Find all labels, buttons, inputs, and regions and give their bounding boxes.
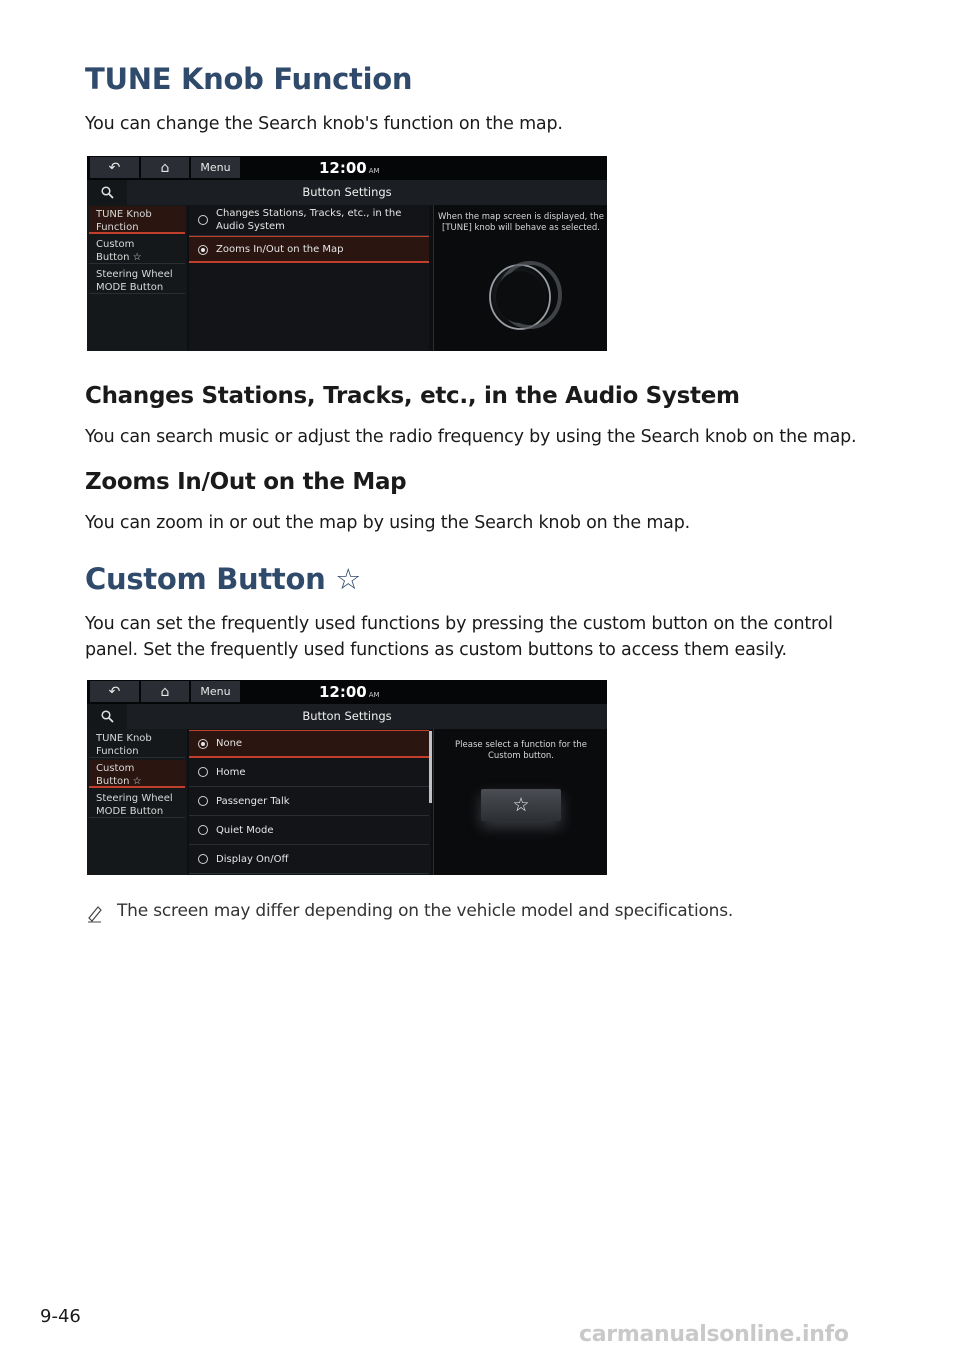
note-text: The screen may differ depending on the vehicle model and specifications. xyxy=(117,901,734,921)
sidebar-item-label: Steering Wheel xyxy=(96,269,173,280)
sidebar-item-steering-wheel[interactable] xyxy=(89,790,185,818)
option-quiet-mode[interactable] xyxy=(189,817,429,845)
clock-time: 12:00 xyxy=(319,159,367,177)
tune-knob-icon xyxy=(474,235,584,345)
option-label: Audio System xyxy=(216,221,285,232)
section-intro-tune-knob: You can change the Search knob's function on the map. xyxy=(85,114,563,134)
clock xyxy=(319,159,380,177)
option-display-onoff[interactable] xyxy=(189,846,429,874)
search-icon[interactable] xyxy=(87,180,127,205)
home-icon[interactable]: ⌂ xyxy=(141,681,189,702)
sidebar-item-label: Custom xyxy=(96,239,135,250)
radio-selected-icon xyxy=(198,245,208,255)
option-passenger-talk[interactable] xyxy=(189,788,429,816)
info-text: Please select a function for the Custom button. xyxy=(455,740,587,761)
section-title-tune-knob: TUNE Knob Function xyxy=(85,62,413,96)
section-title-zoom: Zooms In/Out on the Map xyxy=(85,469,407,495)
sidebar-item-tune-knob[interactable] xyxy=(89,730,185,758)
screen-title: Button Settings xyxy=(302,185,392,199)
search-icon[interactable] xyxy=(87,704,127,729)
sidebar-item-label: MODE Button xyxy=(96,806,164,817)
option-changes-stations[interactable] xyxy=(189,205,429,236)
paragraph-line: You can set the frequently used functions by pressing the custom button on the control xyxy=(85,614,833,634)
watermark: carmanualsonline.info xyxy=(579,1322,849,1347)
sidebar-item-label: MODE Button xyxy=(96,282,164,293)
custom-star-button xyxy=(481,789,561,821)
star-icon: ☆ xyxy=(512,794,530,816)
option-label: Passenger Talk xyxy=(216,796,290,807)
option-label: Zooms In/Out on the Map xyxy=(216,243,344,255)
paragraph-line: panel. Set the frequently used functions as custom buttons to access them easily. xyxy=(85,640,787,660)
pencil-icon xyxy=(85,903,105,923)
screenshot-custom-button xyxy=(87,680,607,875)
menu-button[interactable]: Menu xyxy=(191,681,240,702)
section-title-text: Custom Button xyxy=(85,562,326,596)
menu-button[interactable]: Menu xyxy=(191,157,240,178)
radio-icon xyxy=(198,854,208,864)
sidebar xyxy=(87,729,187,875)
info-panel xyxy=(433,729,607,875)
radio-icon xyxy=(198,796,208,806)
sidebar-item-label: Button ☆ xyxy=(96,252,142,263)
option-label: Quiet Mode xyxy=(216,825,274,836)
sidebar-item-label: Steering Wheel xyxy=(96,793,173,804)
screenshot-tune-knob xyxy=(87,156,607,351)
sidebar-item-label: Button ☆ xyxy=(96,776,142,787)
section-title-custom-button xyxy=(85,562,361,596)
back-icon[interactable]: ↶ xyxy=(90,681,139,702)
section-title-audio: Changes Stations, Tracks, etc., in the Audio System xyxy=(85,383,740,409)
option-zooms-map[interactable] xyxy=(189,236,429,263)
sidebar-item-label: Function xyxy=(96,746,139,757)
clock xyxy=(319,683,380,701)
section-text-custom-button xyxy=(85,611,875,663)
option-list xyxy=(189,729,431,875)
option-none[interactable] xyxy=(189,730,429,758)
clock-time: 12:00 xyxy=(319,683,367,701)
section-text-zoom: You can zoom in or out the map by using the Search knob on the map. xyxy=(85,513,690,533)
page-number: 9-46 xyxy=(40,1306,81,1327)
sidebar-item-label: Function xyxy=(96,222,139,233)
option-list xyxy=(189,205,429,351)
radio-icon xyxy=(198,825,208,835)
sidebar-item-label: TUNE Knob xyxy=(96,209,152,220)
option-label: None xyxy=(216,738,243,749)
option-home[interactable] xyxy=(189,759,429,787)
option-label: Changes Stations, Tracks, etc., in the xyxy=(216,208,402,219)
home-icon[interactable]: ⌂ xyxy=(141,157,189,178)
section-text-audio: You can search music or adjust the radio frequency by using the Search knob on the map. xyxy=(85,427,857,447)
star-icon: ☆ xyxy=(335,562,361,596)
info-panel xyxy=(433,205,607,351)
sidebar-item-custom-button[interactable] xyxy=(89,236,185,264)
scrollbar[interactable] xyxy=(429,731,432,803)
sidebar-item-label: TUNE Knob xyxy=(96,733,152,744)
clock-ampm: AM xyxy=(368,167,380,175)
sidebar xyxy=(87,205,187,351)
sidebar-item-tune-knob[interactable] xyxy=(89,206,185,234)
screen-title: Button Settings xyxy=(302,709,392,723)
back-icon[interactable]: ↶ xyxy=(90,157,139,178)
radio-icon xyxy=(198,215,208,225)
option-label: Display On/Off xyxy=(216,854,289,865)
info-text: When the map screen is displayed, the [TUNE] knob will behave as selected. xyxy=(438,212,604,233)
sidebar-item-steering-wheel[interactable] xyxy=(89,266,185,294)
option-label: Home xyxy=(216,767,246,778)
sidebar-item-label: Custom xyxy=(96,763,135,774)
radio-icon xyxy=(198,767,208,777)
clock-ampm: AM xyxy=(368,691,380,699)
radio-selected-icon xyxy=(198,739,208,749)
sidebar-item-custom-button[interactable] xyxy=(89,760,185,788)
